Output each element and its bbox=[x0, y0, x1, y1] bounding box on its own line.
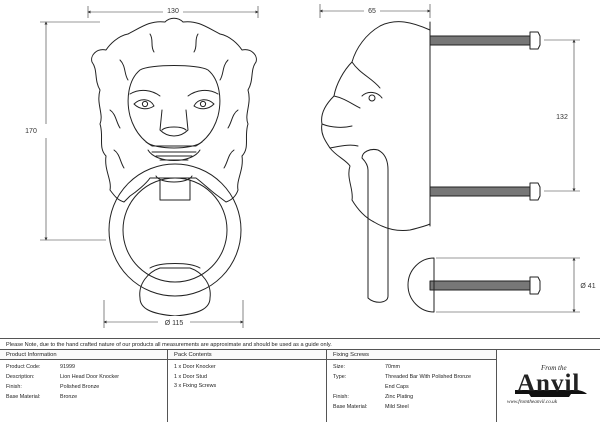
dim-ring-diameter: Ø 115 bbox=[164, 320, 184, 327]
pack-contents-heading: Pack Contents bbox=[168, 350, 326, 360]
type-value-continued: End Caps bbox=[385, 384, 409, 390]
product-info-row bbox=[6, 363, 166, 373]
disclaimer-note: Please Note, due to the hand crafted nature of our products all measurements are approximate and should be used as a guide only. bbox=[0, 338, 600, 350]
dim-front-height: 170 bbox=[25, 128, 37, 135]
fixing-screws-panel bbox=[327, 350, 497, 422]
dim-front-width: 130 bbox=[167, 8, 179, 15]
screw-finish-label: Finish: bbox=[333, 394, 349, 400]
type-label: Type: bbox=[333, 374, 347, 380]
logo-from-the: From the bbox=[541, 364, 567, 372]
base-material-value: Bronze bbox=[60, 394, 78, 400]
product-info-row bbox=[6, 383, 166, 393]
size-value: 70mm bbox=[385, 364, 400, 370]
pack-contents-panel bbox=[168, 350, 327, 422]
finish-value: Polished Bronze bbox=[60, 384, 100, 390]
info-table bbox=[0, 350, 600, 422]
dim-cap-diameter: Ø 41 bbox=[580, 283, 596, 290]
fixing-screws-heading: Fixing Screws bbox=[327, 350, 496, 360]
product-info-row bbox=[6, 373, 166, 383]
size-label: Size: bbox=[333, 364, 345, 370]
logo-wordmark: Anvil bbox=[517, 370, 581, 397]
product-information-panel bbox=[0, 350, 168, 422]
type-value: Threaded Bar With Polished Bronze bbox=[385, 374, 471, 380]
brand-logo bbox=[497, 350, 600, 422]
base-material-label: Base Material: bbox=[6, 394, 41, 400]
description-label: Description: bbox=[6, 374, 35, 380]
screw-row bbox=[333, 393, 495, 403]
screw-base-material-label: Base Material: bbox=[333, 404, 368, 410]
dim-side-depth: 65 bbox=[368, 8, 376, 15]
screw-row bbox=[333, 363, 495, 373]
screw-row bbox=[333, 403, 495, 413]
screw-row bbox=[333, 383, 495, 393]
product-code-label: Product Code: bbox=[6, 364, 41, 370]
front-view-knocker bbox=[92, 18, 257, 316]
product-info-row bbox=[6, 393, 166, 403]
dim-screw-spacing: 132 bbox=[556, 114, 568, 121]
product-code-value: 91999 bbox=[60, 364, 75, 370]
screw-finish-value: Zinc Plating bbox=[385, 394, 414, 400]
finish-label: Finish: bbox=[6, 384, 22, 390]
description-value: Lion Head Door Knocker bbox=[60, 374, 120, 380]
side-view-knocker bbox=[322, 22, 540, 312]
pack-item: 3 x Fixing Screws bbox=[174, 383, 217, 389]
screw-row bbox=[333, 373, 495, 383]
screw-base-material-value: Mild Steel bbox=[385, 404, 409, 410]
pack-item: 1 x Door Stud bbox=[174, 373, 207, 380]
logo-url: www.fromtheanvil.co.uk bbox=[507, 399, 557, 405]
product-information-heading: Product Information bbox=[0, 350, 167, 360]
pack-item: 1 x Door Knocker bbox=[174, 364, 216, 370]
